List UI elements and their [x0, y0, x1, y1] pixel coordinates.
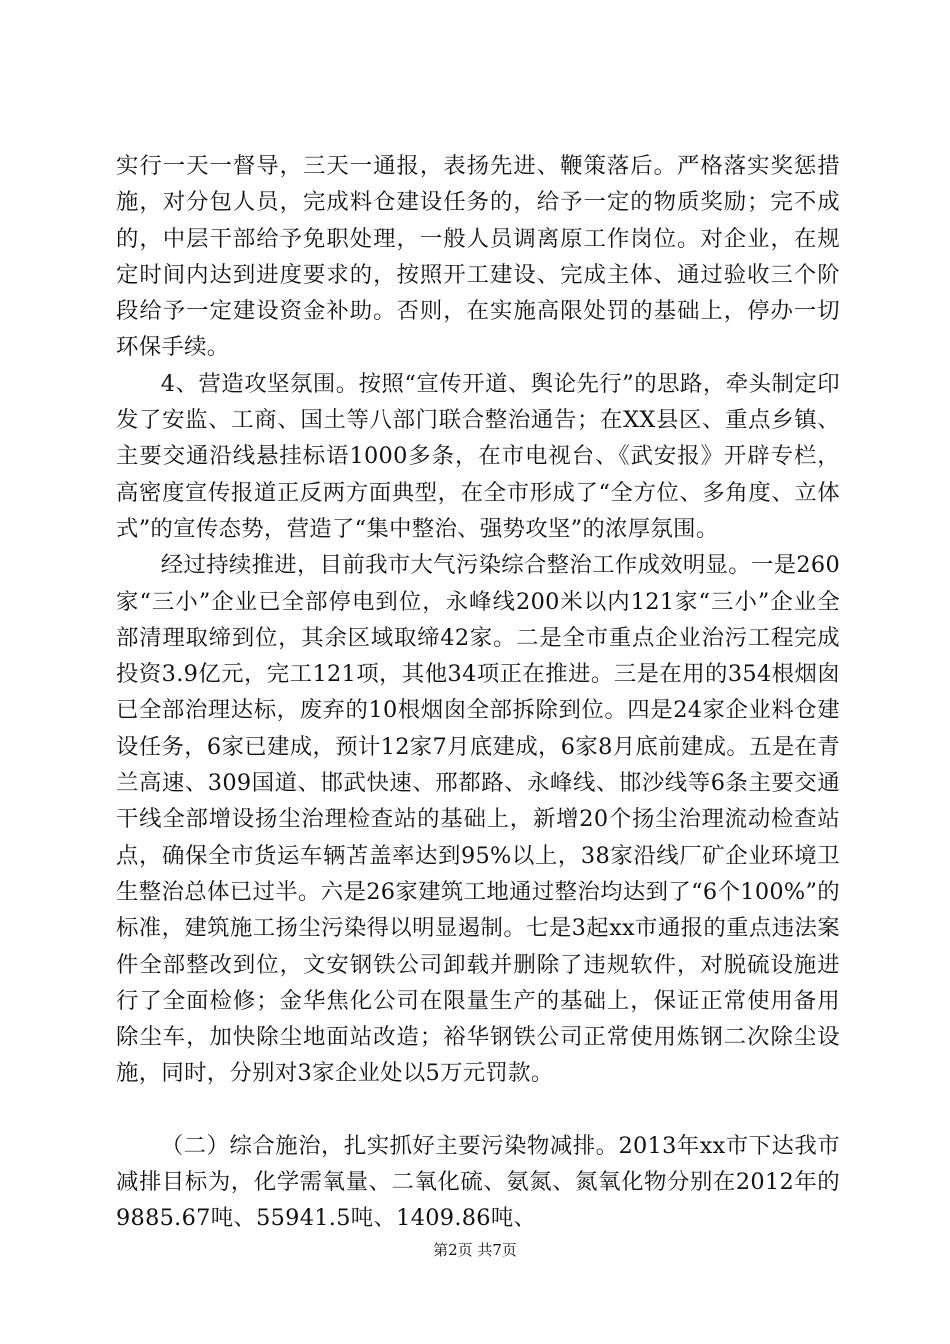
paragraph-results: 经过持续推进，目前我市大气污染综合整治工作成效明显。一是260家“三小”企业已全部停电到位，永峰线200米以内121家“三小”企业全部清理取缔到位，其余区域取缔42家。二是全市重点企业治污工程完成投资3.9亿元，完工121项，其他34项正在推进。三是在用的354根烟囱已全部治理达标，废弃的10根烟囱全部拆除到位。四是24家企业料仓建设任务，6家已建成，预计12家7月底建成，6家8月底前建成。五是在青兰高速、309国道、邯武快速、邢都路、永峰线、邯沙线等6条主要交通干线全部增设扬尘治理检查站的基础上，新增20个扬尘治理流动检查站点，确保全市货运车辆苫盖率达到95%以上，38家沿线厂矿企业环境卫生整治总体已过半。六是26家建筑工地通过整治均达到了“6个100%”的标准，建筑施工扬尘污染得以明显遏制。七是3起xx市通报的重点违法案件全部整改到位，文安钢铁公司卸载并删除了违规软件，对脱硫设施进行了全面检修；金华焦化公司在限量生产的基础上，保证正常使用备用除尘车，加快除尘地面站改造；裕华钢铁公司正常使用炼钢二次除尘设施，同时，分别对3家企业处以5万元罚款。: [116, 552, 840, 1087]
document-body: [116, 148, 840, 1237]
paragraph-atmosphere: 4、营造攻坚氛围。按照“宣传开道、舆论先行”的思路，牵头制定印发了安监、工商、国土等八部门联合整治通告；在XX县区、重点乡镇、主要交通沿线悬挂标语1000多条，在市电视台、《武安报》开辟专栏，高密度宣传报道正反两方面典型，在全市形成了“全方位、多角度、立体式”的宣传态势，营造了“集中整治、强势攻坚”的浓厚氛围。: [116, 370, 840, 542]
paragraph-continuation: 实行一天一督导，三天一通报，表扬先进、鞭策落后。严格落实奖惩措施，对分包人员，完成料仓建设任务的，给予一定的物质奖励；完不成的，中层干部给予免职处理，一般人员调离原工作岗位。对企业，在规定时间内达到进度要求的，按照开工建设、完成主体、通过验收三个阶段给予一定建设资金补助。否则，在实施高限处罚的基础上，停办一切环保手续。: [116, 153, 840, 361]
paragraph-section-two: （二）综合施治，扎实抓好主要污染物减排。2013年xx市下达我市减排目标为，化学需氧量、二氧化硫、氨氮、氮氧化物分别在2012年的9885.67吨、55941.5吨、1409.86吨、: [116, 1132, 840, 1232]
page-footer: 第2页 共7页: [433, 1241, 517, 1259]
